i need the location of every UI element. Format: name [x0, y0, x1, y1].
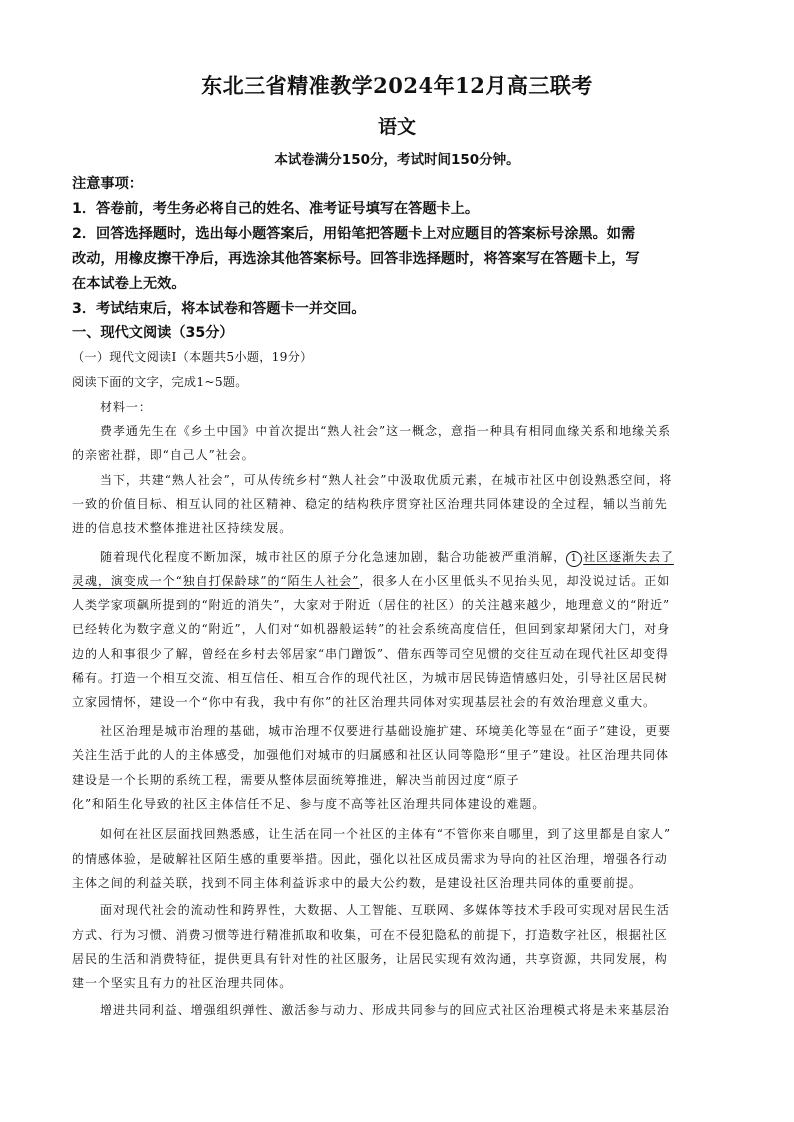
subsection-heading: （一）现代文阅读I（本题共5小题，19分）	[72, 350, 313, 364]
passage-line: 社区治理是城市治理的基础，城市治理不仅要进行基础设施扩建、环境美化等显在“面子”建设，更要	[100, 724, 672, 738]
passage-line: 主体之间的利益关联，找到不同主体利益诉求中的最大公约数，是建设社区治理共同体的重要前提。	[72, 876, 642, 890]
passage-line: 的情感体验，是破解社区陌生感的重要举措。因此，强化以社区成员需求为导向的社区治理，增强各行动	[72, 852, 668, 866]
passage-line: 当下，共建“熟人社会”，可从传统乡村“熟人社会”中汲取优质元素，在城市社区中创设熟悉空间，将	[100, 473, 673, 487]
notice-heading: 注意事项：	[72, 176, 143, 192]
section-heading: 一、现代文阅读（35分）	[72, 325, 234, 341]
passage-line: 建一个坚实且有力的社区治理共同体。	[72, 976, 293, 990]
passage-text: 随着现代化程度不断加深，城市社区的原子分化急速加剧，黏合功能被严重消解，	[100, 550, 567, 564]
passage-line: 人类学家项飙所提到的“附近的消失”，大家对于附近（居住的社区）的关注越来越少，地理意义的“附近”	[72, 598, 671, 612]
notice-item-2-line-3: 在本试卷上无效。	[72, 276, 186, 292]
notice-item-1: 1．答卷前，考生务必将自己的姓名、准考证号填写在答题卡上。	[72, 201, 480, 217]
passage-line: 建设是一个长期的系统工程，需要从整体层面统筹推进，解决当前因过度“原子	[72, 773, 520, 787]
passage-line: 增进共同利益、增强组织弹性、激活参与动力、形成共同参与的回应式社区治理模式将是未来基层治	[100, 1003, 670, 1017]
passage-line	[100, 548, 674, 567]
passage-line: 稀有。打造一个相互交流、相互信任、相互合作的现代社区，为城市居民铸造情感归处，引导社区居民树	[72, 671, 668, 685]
exam-title: 东北三省精准教学2024年12月高三联考	[201, 73, 593, 98]
score-info: 本试卷满分150分，考试时间150分钟。	[274, 152, 520, 168]
notice-item-3: 3．考试结束后，将本试卷和答题卡一并交回。	[72, 301, 366, 317]
passage-line	[72, 572, 670, 589]
question-marker: 1	[566, 551, 582, 567]
passage-line: 立家园情怀，建设一个“你中有我，我中有你”的社区治理共同体对实现基层社会的有效治理意义重大。	[72, 695, 656, 709]
passage-text: ，很多人在小区里低头不见抬头见，却没说过话。正如	[359, 574, 671, 588]
passage-line: 如何在社区层面找回熟悉感，让生活在同一个社区的主体有“不管你来自哪里，到了这里都是自家人”	[100, 827, 672, 841]
passage-line: 居民的生活和消费特征，提供更具有针对性的社区服务，让居民实现有效沟通，共享资源，共同发展，构	[72, 952, 668, 966]
passage-line: 一致的价值目标、相互认同的社区精神、稳定的结构秩序贯穿社区治理共同体建设的全过程，辅以当前先	[72, 497, 668, 511]
passage-line: 方式、行为习惯、消费习惯等进行精准抓取和收集，可在不侵犯隐私的前提下，打造数字社区，根据社区	[72, 928, 668, 942]
passage-line: 已经转化为数字意义的“附近”，人们对“如机器般运转”的社会系统高度信任，但回到家却紧闭大门，对身	[72, 622, 671, 636]
notice-item-2-line-2: 改动，用橡皮擦干净后，再选涂其他答案标号。回答非选择题时，将答案写在答题卡上，写	[72, 251, 640, 267]
notice-item-2-line-1: 2．回答选择题时，选出每小题答案后，用铅笔把答题卡上对应题目的答案标号涂黑。如需	[72, 226, 636, 242]
passage-line: 边的人和事很少了解，曾经在乡村去邻居家“串门蹭饭”、借东西等司空见惯的交往互动在现代社区却变得	[72, 647, 669, 661]
passage-line: 进的信息技术整体推进社区持续发展。	[72, 521, 293, 535]
reading-instruction: 阅读下面的文字，完成1~5题。	[72, 375, 248, 389]
passage-line: 关注生活于此的人的主体感受，加强他们对城市的归属感和社区认同等隐形“里子”建设。社区治理共同体	[72, 748, 669, 762]
subject-heading: 语文	[377, 116, 416, 138]
passage-line: 化”和陌生化导致的社区主体信任不足、参与度不高等社区治理共同体建设的难题。	[72, 797, 546, 811]
underlined-sentence: 灵魂，演变成一个“独自打保龄球”的“陌生人社会”	[72, 574, 360, 588]
underlined-sentence: 社区逐渐失去了	[583, 550, 674, 564]
passage-line: 费孝通先生在《乡土中国》中首次提出“熟人社会”这一概念，意指一种具有相同血缘关系和地缘关系	[100, 424, 672, 438]
passage-line: 面对现代社会的流动性和跨界性，大数据、人工智能、互联网、多媒体等技术手段可实现对居民生活	[100, 903, 670, 917]
passage-line: 的亲密社群，即“自己人”社会。	[72, 448, 255, 462]
material-label: 材料一：	[100, 400, 152, 414]
